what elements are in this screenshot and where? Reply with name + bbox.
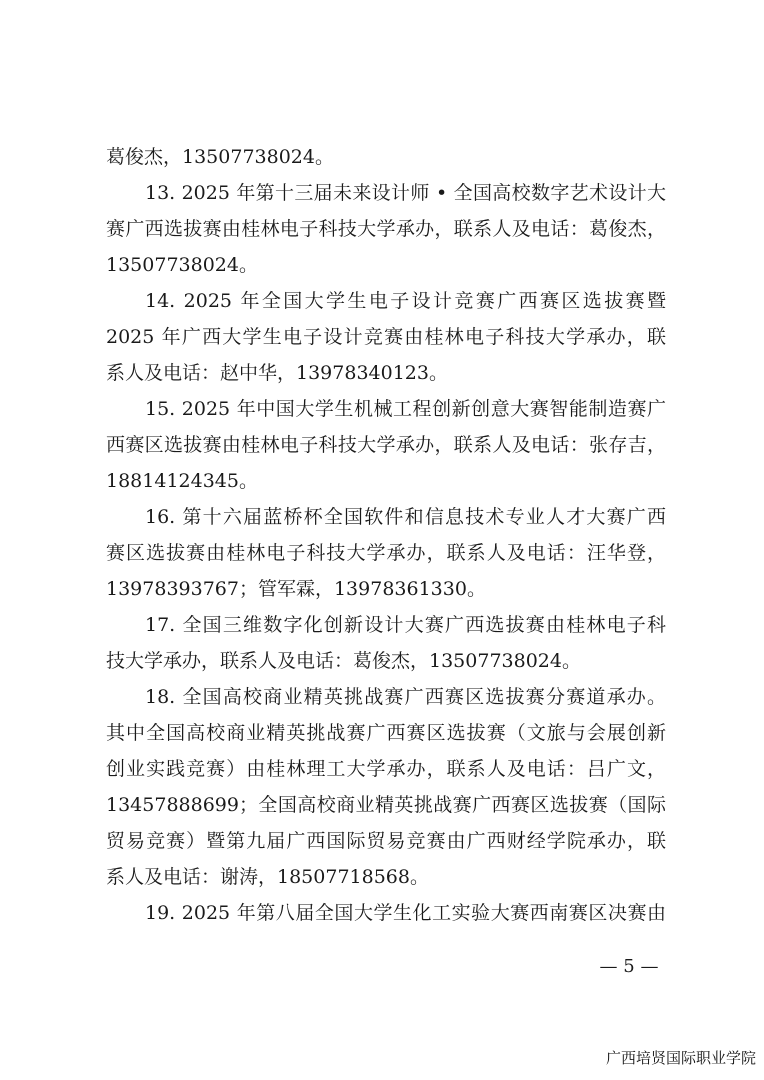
- body-line: 13. 2025 年第十三届未来设计师 • 全国高校数字艺术设计大: [145, 182, 666, 204]
- body-line: 18814124345。: [106, 470, 258, 492]
- body-line: 系人及电话：谢涛，18507718568。: [106, 866, 429, 888]
- body-line: 贸易竞赛）暨第九届广西国际贸易竞赛由广西财经学院承办，联: [106, 830, 666, 852]
- body-line: 2025 年广西大学生电子设计竞赛由桂林电子科技大学承办，联: [106, 326, 666, 348]
- body-line: 15. 2025 年中国大学生机械工程创新创意大赛智能制造赛广: [145, 398, 666, 420]
- body-line: 18. 全国高校商业精英挑战赛广西赛区选拔赛分赛道承办。: [145, 686, 666, 708]
- body-line: 13978393767；管军霖，13978361330。: [106, 578, 486, 600]
- body-line: 13507738024。: [106, 254, 258, 276]
- body-line: 技大学承办，联系人及电话：葛俊杰，13507738024。: [106, 650, 581, 672]
- body-line: 17. 全国三维数字化创新设计大赛广西选拔赛由桂林电子科: [145, 614, 666, 636]
- page-number: — 5 —: [599, 956, 659, 977]
- body-line: 创业实践竞赛）由桂林理工大学承办，联系人及电话：吕广文，: [106, 758, 666, 780]
- watermark-text: 广西培贤国际职业学院: [605, 1049, 756, 1067]
- body-line: 19. 2025 年第八届全国大学生化工实验大赛西南赛区决赛由: [145, 902, 666, 924]
- body-line: 西赛区选拔赛由桂林电子科技大学承办，联系人及电话：张存吉，: [106, 434, 666, 456]
- body-line: 14. 2025 年全国大学生电子设计竞赛广西赛区选拔赛暨: [145, 290, 666, 312]
- body-line: 葛俊杰，13507738024。: [106, 146, 334, 168]
- body-line: 赛广西选拔赛由桂林电子科技大学承办，联系人及电话：葛俊杰，: [106, 218, 666, 240]
- body-line: 系人及电话：赵中华，13978340123。: [106, 362, 448, 384]
- body-line: 13457888699；全国高校商业精英挑战赛广西赛区选拔赛（国际: [106, 794, 666, 816]
- body-line: 其中全国高校商业精英挑战赛广西赛区选拔赛（文旅与会展创新: [106, 722, 666, 744]
- body-line: 赛区选拔赛由桂林电子科技大学承办，联系人及电话：汪华登，: [106, 542, 666, 564]
- body-line: 16. 第十六届蓝桥杯全国软件和信息技术专业人才大赛广西: [145, 506, 666, 528]
